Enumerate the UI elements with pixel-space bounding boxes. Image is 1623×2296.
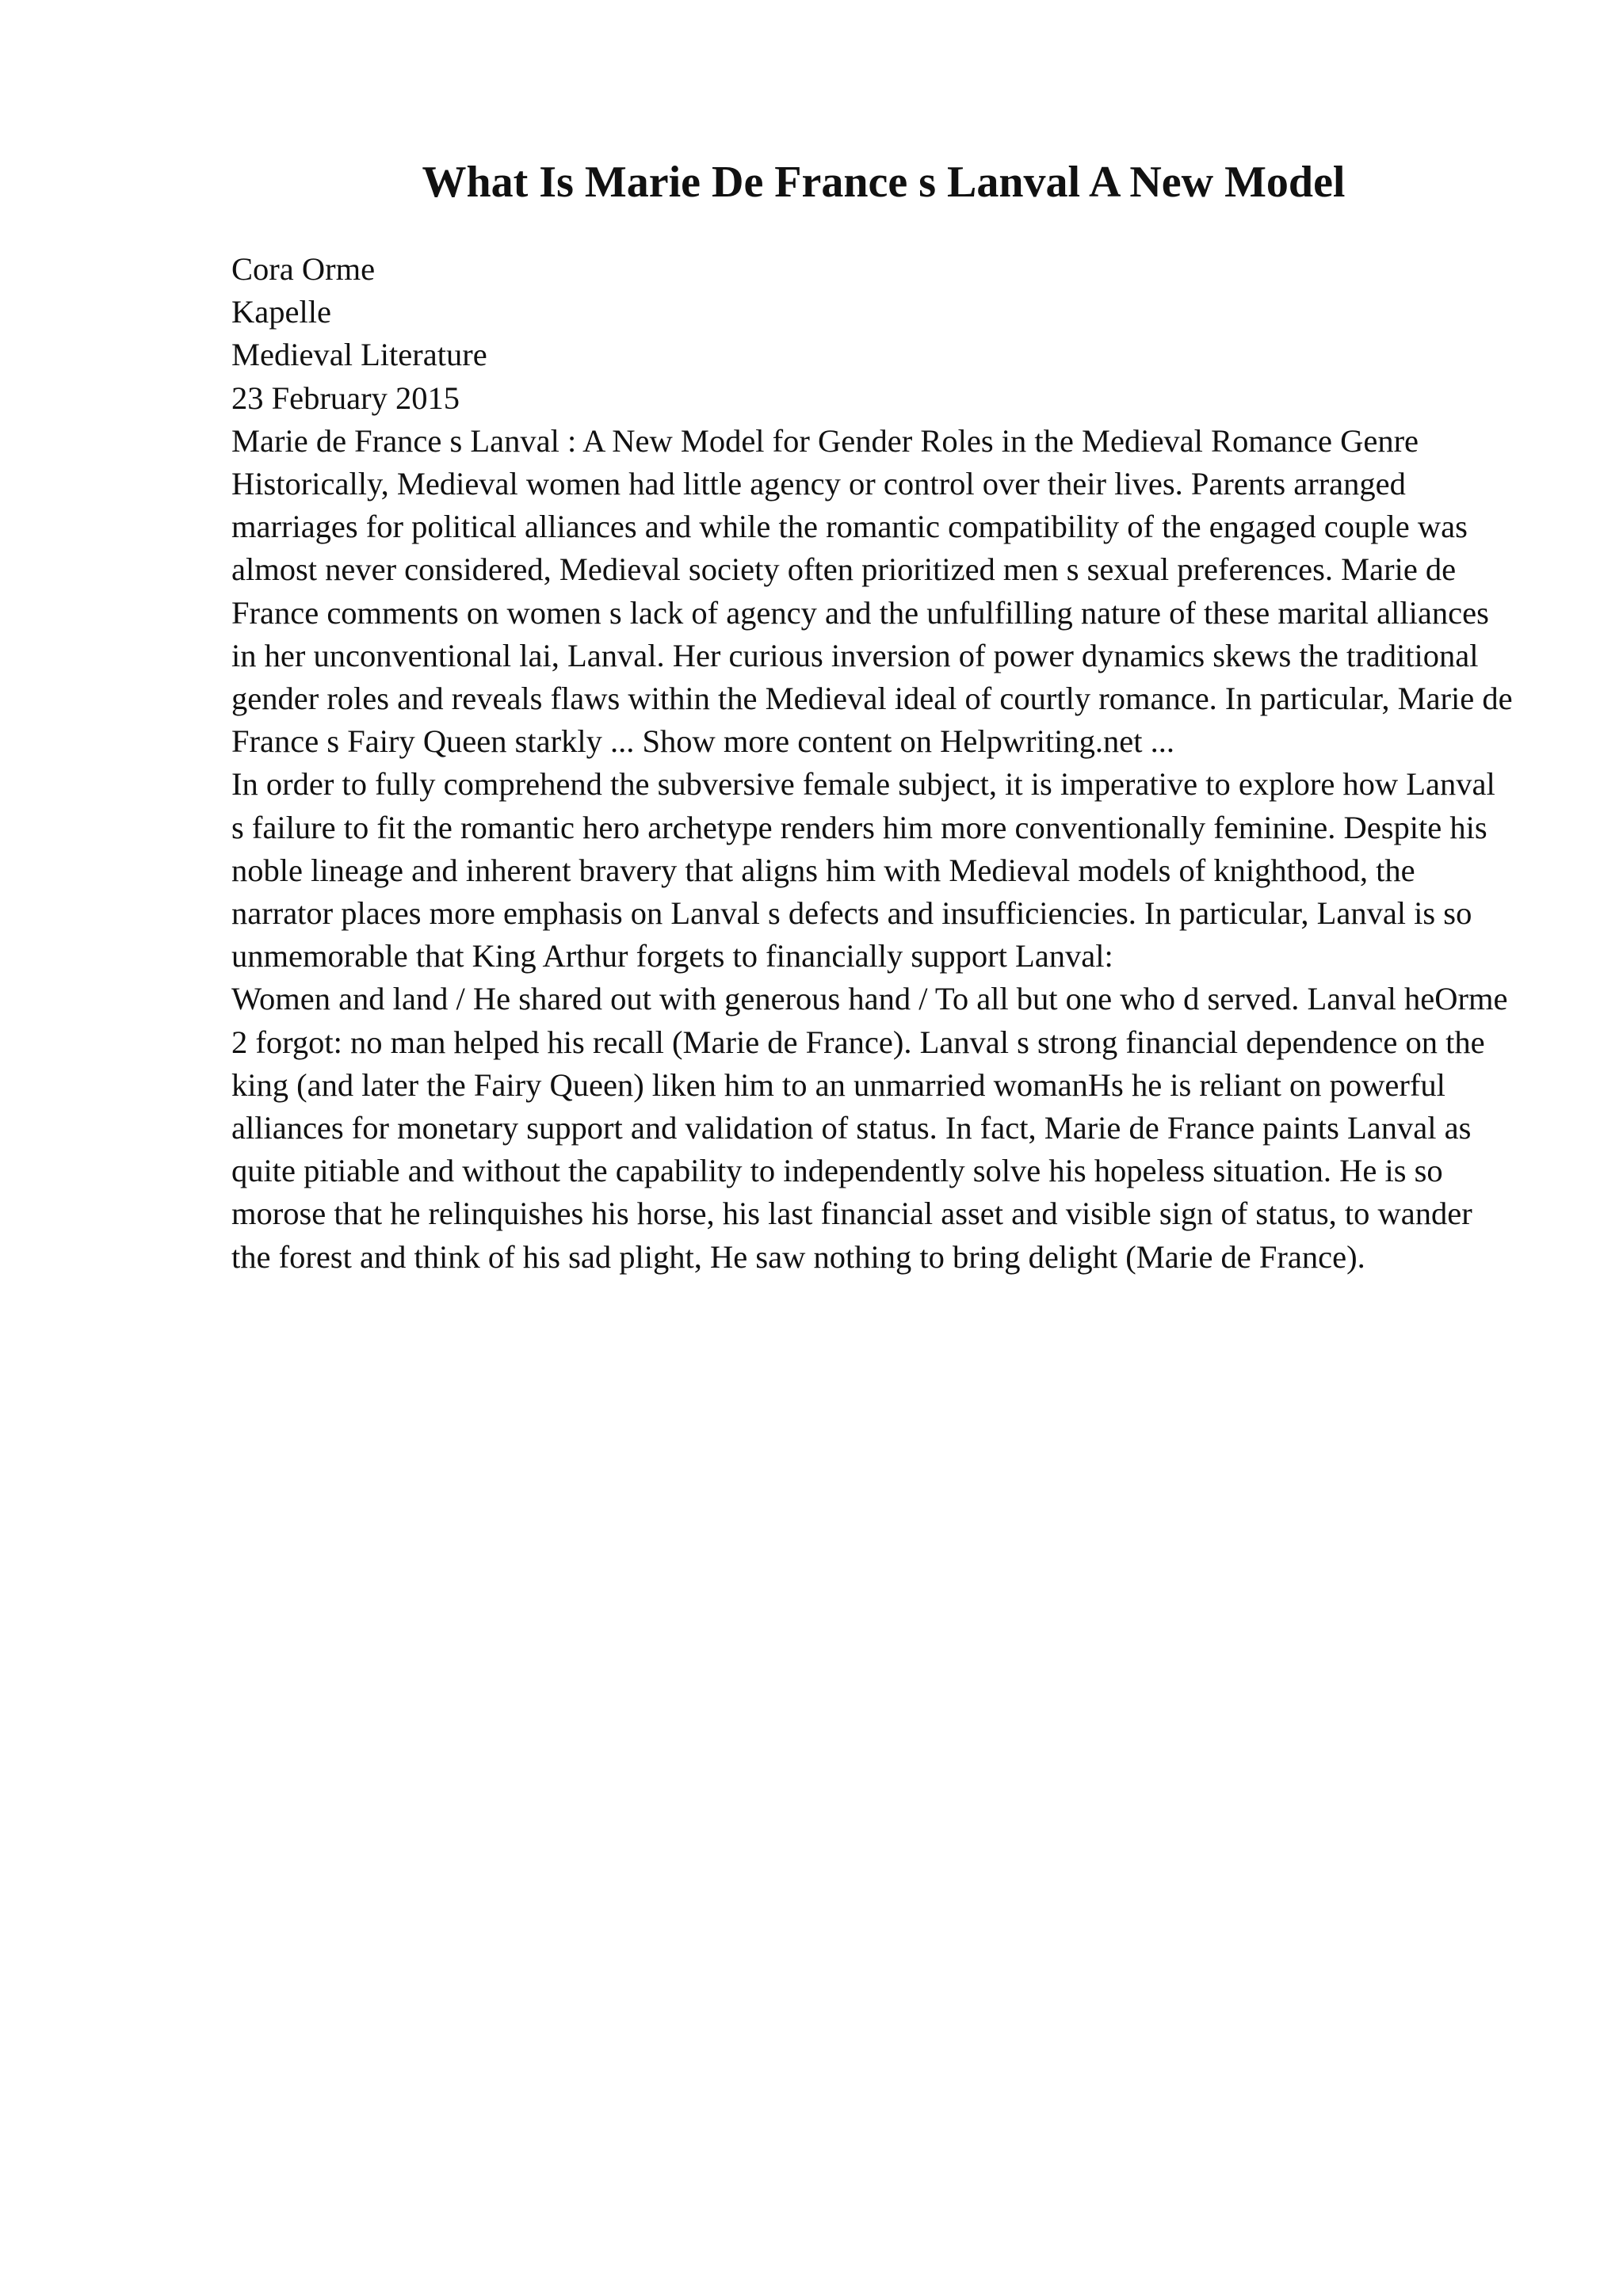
document-title: What Is Marie De France s Lanval A New Model (422, 158, 1346, 207)
paragraph-3: Women and land / He shared out with generous hand / To all but one who d served. Lanval heOrme 2 forgot: no man helped his recall (Marie de France). Lanval s strong financial dependence on the king (and later the Fairy Queen) liken him to an unmarried womanHs he is reliant on powerful alliances for monetary support and validation of status. In fact, Marie de France paints Lanval as quite pitiable and without the capability to independently solve his hopeless situation. He is so morose that he relinquishes his horse, his last financial asset and visible sign of status, to wander the forest and think of his sad plight, He saw nothing to bring delight (Marie de France). (231, 981, 1508, 1275)
course-name: Medieval Literature (231, 337, 487, 373)
instructor-name: Kapelle (231, 294, 331, 330)
document-body (231, 248, 1515, 1279)
paragraph-1: Historically, Medieval women had little agency or control over their lives. Parents arranged marriages for political alliances and while the romantic compatibility of the engaged couple was almost never considered, Medieval society often prioritized men s sexual preferences. Marie de France comments on women s lack of agency and the unfulfilling nature of these marital alliances in her unconventional lai, Lanval. Her curious inversion of power dynamics skews the traditional gender roles and reveals flaws within the Medieval ideal of courtly romance. In particular, Marie de France s Fairy Queen starkly ... Show more content on Helpwriting.net ... (231, 466, 1513, 760)
essay-title: Marie de France s Lanval : A New Model for Gender Roles in the Medieval Romance Genre (231, 422, 1419, 459)
essay-date: 23 February 2015 (231, 379, 460, 416)
paragraph-2: In order to fully comprehend the subversive female subject, it is imperative to explore how Lanval s failure to fit the romantic hero archetype renders him more conventionally feminine. Despite his noble lineage and inherent bravery that aligns him with Medieval models of knighthood, the narrator places more emphasis on Lanval s defects and insufficiencies. In particular, Lanval is so unmemorable that King Arthur forgets to financially support Lanval: (231, 766, 1495, 974)
author-name: Cora Orme (231, 251, 376, 287)
